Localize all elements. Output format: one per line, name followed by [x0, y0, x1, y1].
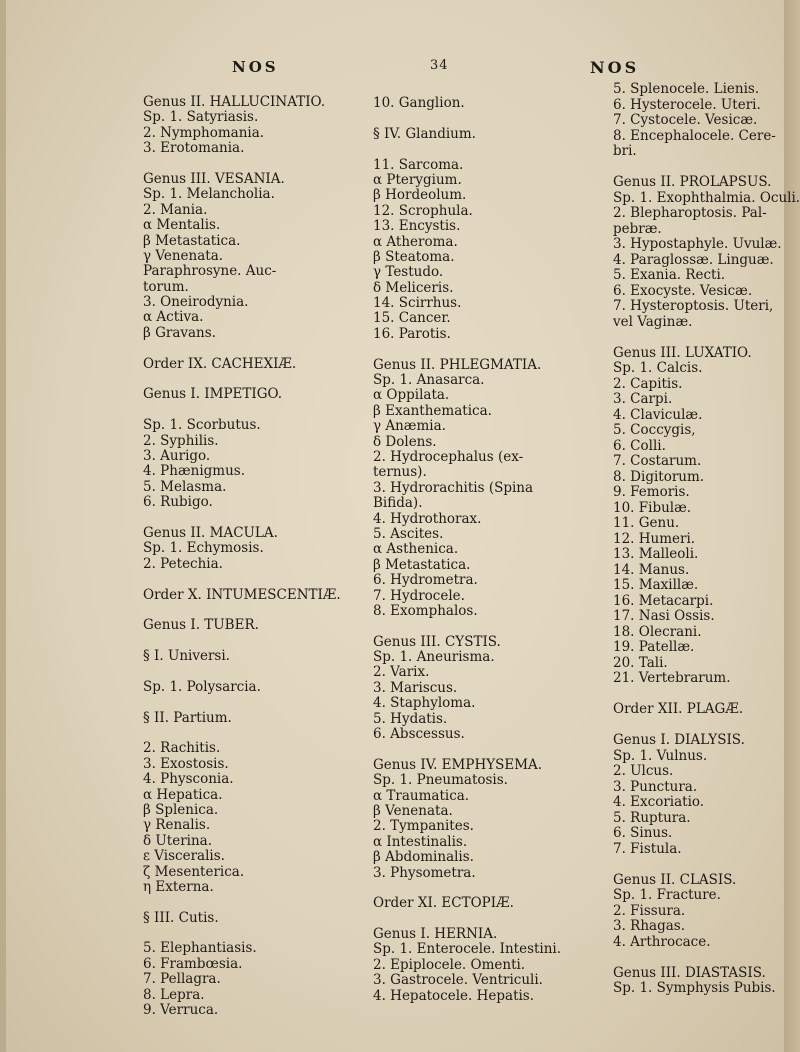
middle-column-line: Genus III. CYSTIS.: [373, 633, 501, 650]
right-column-line: 6. Sinus.: [613, 825, 673, 841]
left-column-line: § II. Partium.: [143, 709, 232, 726]
right-column-line: Sp. 1. Vulnus.: [613, 747, 708, 764]
right-column-line: 3. Hypostaphyle. Uvulæ.: [613, 236, 782, 252]
middle-column-line: δ Dolens.: [373, 433, 437, 450]
right-column-line: 4. Arthrocace.: [613, 933, 711, 950]
middle-column-line: 11. Sarcoma.: [373, 156, 464, 173]
middle-column-line: 3. Mariscus.: [373, 679, 458, 696]
left-column-line: δ Uterina.: [143, 832, 213, 849]
left-column-line: α Hepatica.: [143, 786, 223, 803]
right-column-line: [613, 687, 798, 703]
middle-column-line: [373, 881, 593, 896]
right-column-line: 18. Olecrani.: [613, 623, 702, 640]
left-column-line: Order IX. CACHEXIÆ.: [143, 355, 297, 372]
right-column-line: 2. Ulcus.: [613, 763, 674, 779]
middle-column-line: 2. Varix.: [373, 664, 430, 681]
right-column-line: 3. Carpi.: [613, 391, 673, 407]
left-column-line: § I. Universi.: [143, 648, 230, 665]
left-column-line: [143, 157, 368, 172]
right-column-line: Sp. 1. Calcis.: [613, 360, 703, 376]
right-column-line: Sp. 1. Fracture.: [613, 887, 721, 903]
right-column-line: [613, 330, 798, 346]
middle-column-line: 3. Hydrorachitis (Spina: [373, 479, 534, 496]
left-column-line: β Gravans.: [143, 324, 216, 341]
middle-column-line: 16. Parotis.: [373, 325, 451, 342]
right-column-line: 3. Rhagas.: [613, 918, 685, 934]
middle-column-line: 10. Ganglion.: [373, 95, 465, 111]
right-column-line: 19. Patellæ.: [613, 639, 695, 655]
right-column-line: Sp. 1. Exophthalmia. Oculi.: [613, 189, 800, 206]
right-column-line: 4. Excoriatio.: [613, 794, 705, 810]
right-column-line: 12. Humeri.: [613, 530, 696, 547]
right-column-line: 5. Splenocele. Lienis.: [613, 81, 760, 97]
left-column-line: β Splenica.: [143, 801, 219, 818]
right-column-line: 7. Fistula.: [613, 840, 682, 857]
left-column-line: [143, 695, 368, 710]
left-column-line: Genus III. VESANIA.: [143, 170, 285, 187]
left-column-line: [143, 926, 368, 941]
middle-column-line: β Hordeolum.: [373, 187, 467, 204]
right-column-line: Genus II. CLASIS.: [613, 871, 737, 888]
left-column-line: α Activa.: [143, 309, 204, 326]
left-column-line: 5. Melasma.: [143, 478, 227, 495]
middle-column-line: 12. Scrophula.: [373, 202, 473, 219]
left-column-line: [143, 511, 368, 526]
left-column-line: [143, 664, 368, 679]
left-column-line: 9. Verruca.: [143, 1002, 219, 1019]
middle-column-line: α Asthenica.: [373, 541, 459, 558]
right-column-line: 2. Capitis.: [613, 375, 683, 392]
left-column-line: [143, 603, 368, 618]
middle-column-line: 3. Gastrocele. Ventriculi.: [373, 972, 543, 989]
middle-column-line: α Traumatica.: [373, 787, 470, 804]
middle-column-line: δ Meliceris.: [373, 279, 454, 296]
left-column-line: Genus I. IMPETIGO.: [143, 386, 283, 403]
right-column-line: 16. Metacarpi.: [613, 592, 714, 609]
right-column-line: Order XII. PLAGÆ.: [613, 701, 744, 717]
left-column-line: 3. Oneirodynia.: [143, 294, 249, 311]
middle-column-line: [373, 912, 593, 927]
right-column-line: 2. Blepharoptosis. Pal-: [613, 205, 767, 221]
middle-column-line: Sp. 1. Enterocele. Intestini.: [373, 941, 562, 958]
middle-column-line: 13. Encystis.: [373, 218, 461, 235]
left-column-line: η Externa.: [143, 878, 214, 895]
middle-column-line: 8. Exomphalos.: [373, 602, 478, 619]
right-column-line: Genus III. DIASTASIS.: [613, 964, 766, 981]
middle-column-line: 7. Hydrocele.: [373, 587, 465, 604]
middle-column-line: 4. Hepatocele. Hepatis.: [373, 987, 535, 1004]
right-column-line: 5. Ruptura.: [613, 809, 691, 826]
right-column-line: 6. Hysterocele. Uteri.: [613, 96, 761, 113]
middle-column-line: 4. Staphyloma.: [373, 695, 476, 712]
middle-column-line: [373, 111, 593, 126]
page-number: 34: [430, 58, 449, 73]
middle-column-line: 6. Abscessus.: [373, 726, 465, 743]
left-column-line: Sp. 1. Echymosis.: [143, 540, 264, 557]
left-column-line: Sp. 1. Polysarcia.: [143, 678, 261, 695]
middle-column-line: α Pterygium.: [373, 171, 462, 188]
left-column-line: γ Venenata.: [143, 247, 224, 264]
left-column-line: 4. Phænigmus.: [143, 463, 246, 480]
right-column-line: 5. Exania. Recti.: [613, 267, 726, 283]
right-column-line: [613, 718, 798, 734]
right-column-line: Genus III. LUXATIO.: [613, 344, 752, 361]
middle-column-line: [373, 342, 593, 357]
middle-column-line: 6. Hydrometra.: [373, 572, 478, 589]
left-column-line: torum.: [143, 278, 189, 295]
left-column-line: 4. Physconia.: [143, 771, 234, 788]
left-column-line: 6. Frambœsia.: [143, 955, 243, 972]
middle-column-line: 15. Cancer.: [373, 310, 451, 327]
middle-column-line: γ Anæmia.: [373, 418, 446, 435]
left-column-line: 5. Elephantiasis.: [143, 940, 257, 957]
right-column-line: 4. Claviculæ.: [613, 406, 703, 423]
left-column-line: Paraphrosyne. Auc-: [143, 263, 277, 280]
left-column-line: ε Visceralis.: [143, 848, 225, 865]
middle-column-line: Order XI. ECTOPIÆ.: [373, 895, 514, 912]
right-column-line: 8. Encephalocele. Cere-: [613, 127, 776, 144]
left-column-line: Order X. INTUMESCENTIÆ.: [143, 586, 341, 603]
right-column-line: Genus I. DIALYSIS.: [613, 732, 745, 748]
middle-column-line: [373, 619, 593, 634]
right-column-line: Genus II. PROLAPSUS.: [613, 174, 772, 190]
middle-column-line: γ Testudo.: [373, 264, 444, 281]
right-column-line: 2. Fissura.: [613, 902, 686, 919]
left-column-line: 6. Rubigo.: [143, 494, 213, 511]
middle-column-line: α Atheroma.: [373, 233, 458, 250]
right-column-line: 20. Tali.: [613, 654, 668, 671]
left-column: [143, 95, 368, 1018]
right-column-line: 3. Punctura.: [613, 778, 698, 795]
right-column-line: 7. Hysteroptosis. Uteri,: [613, 298, 774, 314]
middle-column-line: β Exanthematica.: [373, 402, 492, 419]
left-column-line: 2. Mania.: [143, 201, 208, 218]
middle-column: [373, 96, 593, 1004]
right-column-line: 6. Exocyste. Vesicæ.: [613, 282, 753, 299]
left-column-line: Sp. 1. Satyriasis.: [143, 109, 259, 126]
right-column-line: 7. Cystocele. Vesicæ.: [613, 112, 758, 128]
left-column-line: Sp. 1. Scorbutus.: [143, 417, 261, 434]
left-column-line: [143, 726, 368, 741]
middle-column-line: 3. Physometra.: [373, 864, 476, 881]
right-column-line: pebræ.: [613, 220, 662, 237]
middle-column-line: [373, 742, 593, 757]
middle-column-line: α Intestinalis.: [373, 833, 468, 850]
middle-column-line: [373, 142, 593, 157]
right-column-line: 17. Nasi Ossis.: [613, 608, 715, 624]
left-column-line: 7. Pellagra.: [143, 971, 221, 988]
right-column-line: 10. Fibulæ.: [613, 499, 692, 516]
middle-column-line: Sp. 1. Aneurisma.: [373, 649, 495, 666]
right-column-line: 7. Costarum.: [613, 453, 702, 469]
right-column-line: 5. Coccygis,: [613, 422, 696, 438]
right-column-line: [613, 160, 798, 176]
middle-column-line: Sp. 1. Anasarca.: [373, 372, 485, 389]
left-column-line: [143, 572, 368, 587]
right-column-line: 4. Paraglossæ. Linguæ.: [613, 251, 774, 268]
left-column-line: Genus I. TUBER.: [143, 617, 259, 634]
right-column-line: 6. Colli.: [613, 437, 666, 454]
right-column-line: [613, 950, 798, 966]
right-column-line: 15. Maxillæ.: [613, 577, 699, 593]
middle-column-line: β Abdominalis.: [373, 849, 474, 866]
middle-column-line: Sp. 1. Pneumatosis.: [373, 772, 508, 789]
right-column-line: 8. Digitorum.: [613, 468, 705, 485]
left-column-line: γ Renalis.: [143, 817, 211, 834]
left-column-line: § III. Cutis.: [143, 909, 219, 926]
left-column-line: 2. Syphilis.: [143, 432, 219, 449]
left-column-line: Genus II. HALLUCINATIO.: [143, 94, 326, 110]
middle-column-line: β Steatoma.: [373, 248, 455, 265]
left-column-line: β Metastatica.: [143, 232, 241, 249]
middle-column-line: β Venenata.: [373, 802, 453, 819]
left-column-line: [143, 634, 368, 649]
middle-column-line: 2. Epiplocele. Omenti.: [373, 956, 526, 973]
middle-column-line: 5. Ascites.: [373, 525, 444, 542]
left-column-line: 8. Lepra.: [143, 986, 205, 1003]
left-column-line: 2. Nymphomania.: [143, 124, 265, 141]
running-head-left: NOS: [232, 58, 279, 76]
middle-column-line: Bifida).: [373, 495, 423, 512]
left-column-line: [143, 372, 368, 387]
left-column-line: [143, 341, 368, 356]
middle-column-line: Genus IV. EMPHYSEMA.: [373, 756, 543, 773]
right-column-line: 13. Malleoli.: [613, 546, 699, 562]
middle-column-line: ternus).: [373, 464, 427, 481]
left-column-line: 2. Petechia.: [143, 555, 223, 572]
left-column-line: Sp. 1. Melancholia.: [143, 186, 275, 203]
left-column-line: Genus II. MACULA.: [143, 524, 278, 541]
left-column-line: α Mentalis.: [143, 217, 221, 234]
middle-column-line: Genus I. HERNIA.: [373, 926, 498, 943]
left-column-line: [143, 403, 368, 418]
right-column-line: 11. Genu.: [613, 515, 680, 531]
right-column: [613, 82, 798, 997]
middle-column-line: § IV. Glandium.: [373, 125, 476, 142]
left-column-line: ζ Mesenterica.: [143, 863, 245, 880]
middle-column-line: 4. Hydrothorax.: [373, 510, 482, 527]
left-column-line: 3. Exostosis.: [143, 755, 229, 772]
left-column-line: 2. Rachitis.: [143, 740, 221, 757]
right-column-line: vel Vaginæ.: [613, 313, 693, 330]
left-column-line: 3. Erotomania.: [143, 140, 245, 157]
middle-column-line: Genus II. PHLEGMATIA.: [373, 356, 542, 373]
page-left-edge: [0, 0, 6, 1052]
right-column-line: Sp. 1. Symphysis Pubis.: [613, 980, 776, 996]
middle-column-line: 5. Hydatis.: [373, 710, 448, 727]
right-column-line: 9. Femoris.: [613, 484, 690, 500]
middle-column-line: α Oppilata.: [373, 387, 450, 404]
right-column-line: 21. Vertebrarum.: [613, 670, 731, 686]
left-column-line: [143, 895, 368, 910]
left-column-line: 3. Aurigo.: [143, 447, 211, 464]
right-column-line: bri.: [613, 143, 637, 159]
right-column-line: 14. Manus.: [613, 561, 690, 578]
running-head-right: NOS: [590, 58, 640, 77]
middle-column-line: 2. Tympanites.: [373, 818, 474, 835]
middle-column-line: 2. Hydrocephalus (ex-: [373, 448, 524, 465]
middle-column-line: β Metastatica.: [373, 556, 471, 573]
middle-column-line: 14. Scirrhus.: [373, 295, 462, 312]
right-column-line: [613, 857, 798, 873]
